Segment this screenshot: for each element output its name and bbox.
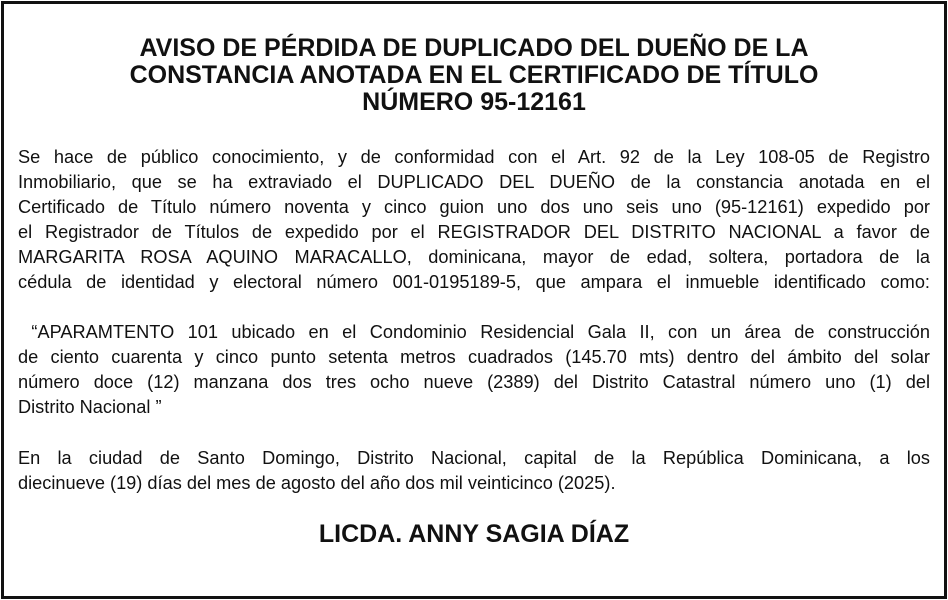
signature-name: LICDA. ANNY SAGIA DÍAZ [318,520,630,548]
paragraph-line: el Registrador de Títulos de expedido por el REGISTRADOR DEL DISTRITO NACIONAL a favor de [18,222,930,242]
paragraph-line: MARGARITA ROSA AQUINO MARACALLO, dominicana, mayor de edad, soltera, portadora de la [18,247,930,267]
title-line: AVISO DE PÉRDIDA DE DUPLICADO DEL DUEÑO DE LA [139,34,809,62]
paragraph-line: diecinueve (19) días del mes de agosto del año dos mil veinticinco (2025). [18,473,616,493]
title-line: NÚMERO 95-12161 [362,88,586,116]
notice-paragraph-property [18,320,930,420]
title-line: CONSTANCIA ANOTADA EN EL CERTIFICADO DE TÍTULO [129,61,819,89]
paragraph-line: Distrito Nacional ” [18,397,162,417]
paragraph-line: número doce (12) manzana dos tres ocho nueve (2389) del Distrito Catastral número uno (1) del [18,372,930,392]
legal-notice-box [1,1,947,599]
paragraph-line: Se hace de público conocimiento, y de conformidad con el Art. 92 de la Ley 108-05 de Registro [18,147,930,167]
paragraph-line: Certificado de Título número noventa y cinco guion uno dos uno seis uno (95-12161) expedido por [18,197,930,217]
paragraph-line: “APARAMTENTO 101 ubicado en el Condominio Residencial Gala II, con un área de construcción [18,322,930,342]
notice-paragraph-intro [18,145,930,295]
paragraph-line: Inmobiliario, que se ha extraviado el DUPLICADO DEL DUEÑO de la constancia anotada en el [18,172,930,192]
notice-title [4,35,944,116]
paragraph-line: En la ciudad de Santo Domingo, Distrito Nacional, capital de la República Dominicana, a los [18,448,930,468]
notice-paragraph-date [18,446,930,496]
paragraph-line: cédula de identidad y electoral número 001-0195189-5, que ampara el inmueble identificado como: [18,272,930,292]
paragraph-line: de ciento cuarenta y cinco punto setenta metros cuadrados (145.70 mts) dentro del ámbito del solar [18,347,930,367]
